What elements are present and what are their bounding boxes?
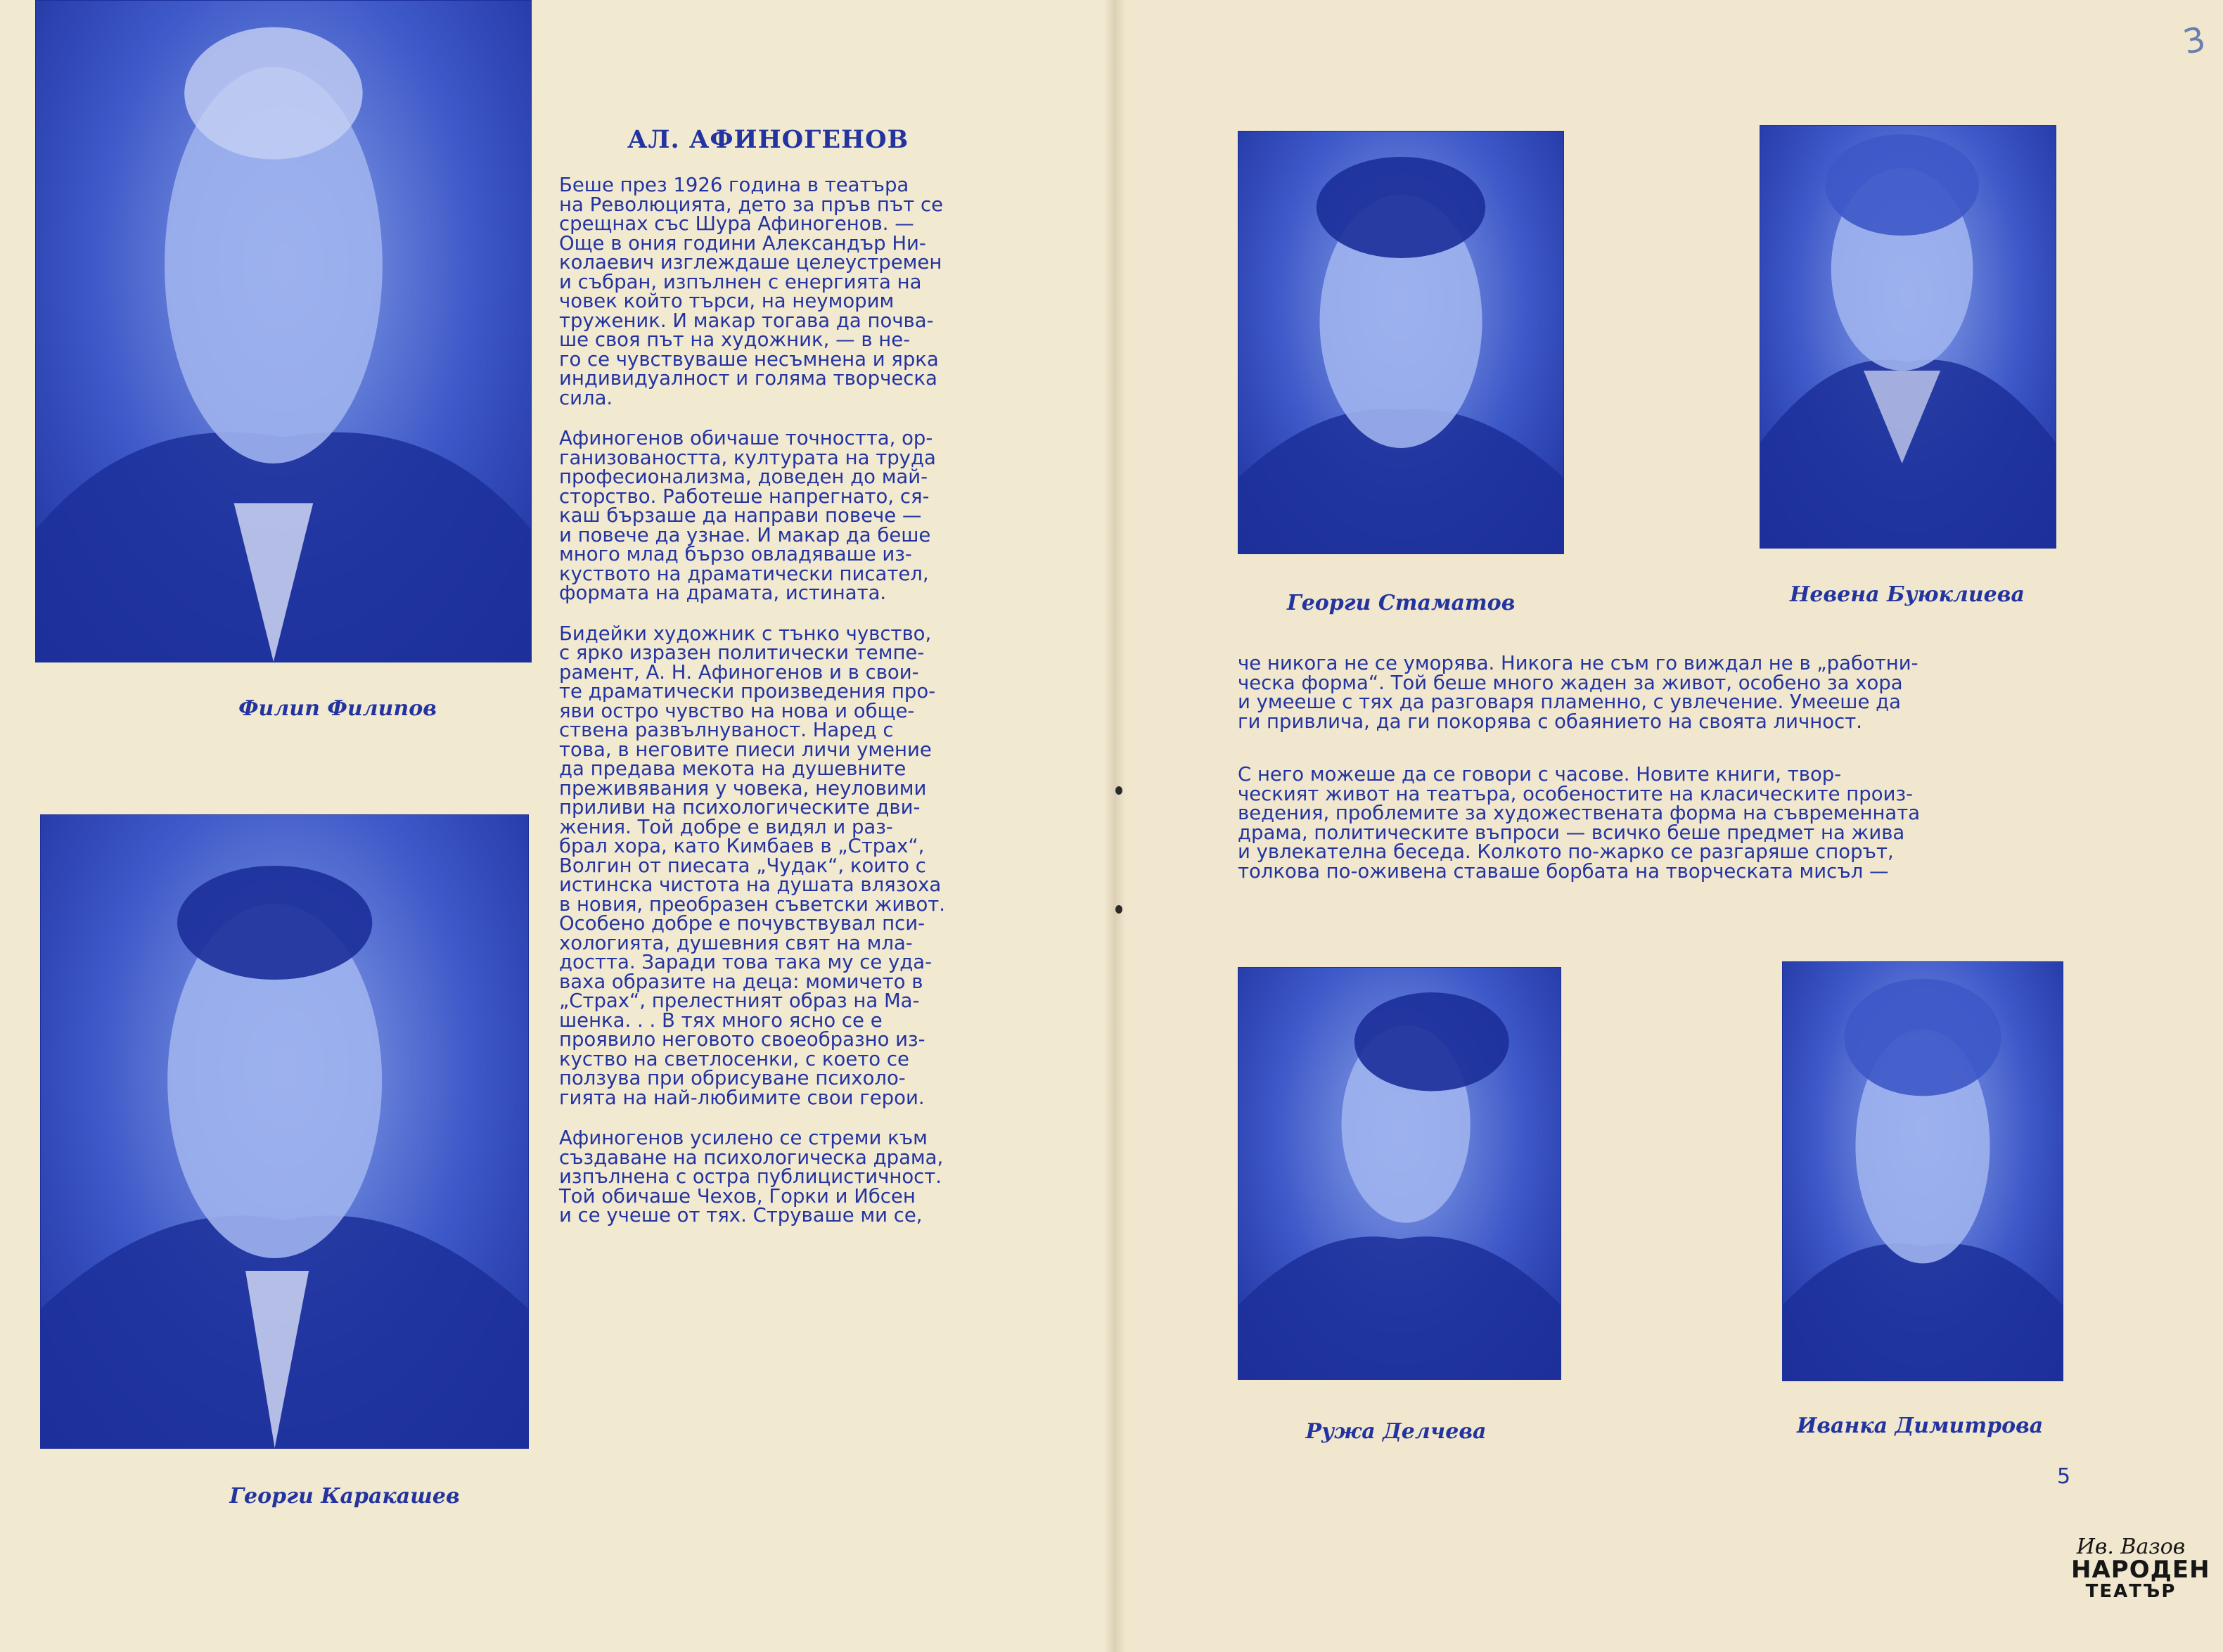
- stamp-signature: Ив. Вазов: [2076, 1535, 2186, 1559]
- staple-bottom: [1115, 905, 1122, 914]
- portrait-georgi-karakashev: [40, 814, 529, 1449]
- text-line: рамент, А. Н. Афиногенов и в свои-: [559, 660, 919, 684]
- text-line: Афиногенов обичаше точността, ор-: [559, 427, 933, 449]
- text-line: труженик. И макар тогава да почва-: [559, 309, 934, 332]
- caption-ivanka-dimitrova: Иванка Димитрова: [1797, 1414, 2044, 1438]
- text-line: Афиногенов усилено се стреми към: [559, 1127, 928, 1149]
- page-fold: [1104, 0, 1125, 1652]
- text-line: Още в ония години Александър Ни-: [559, 231, 926, 255]
- caption-georgi-karakashev: Георги Каракашев: [229, 1484, 460, 1509]
- text-line: изпълнена с остра публицистичност.: [559, 1165, 942, 1188]
- text-line: и се учеше от тях. Струваше ми се,: [559, 1204, 923, 1227]
- text-line: професионализма, доведен до май-: [559, 466, 928, 488]
- text-line: човек който търси, на неуморим: [559, 290, 895, 312]
- text-line: създаване на психологическа драма,: [559, 1146, 944, 1169]
- text-line: Беше през 1926 година в театъра: [559, 174, 909, 196]
- text-line: шенка. . . В тях много ясно се е: [559, 1009, 883, 1032]
- staple-top: [1115, 786, 1122, 795]
- text-line: преживявания у човека, неуловими: [559, 776, 927, 800]
- text-line: ческа форма“. Той беше много жаден за живот, особено за хора: [1238, 671, 1903, 694]
- text-line: ваха образите на деца: момичето в: [559, 970, 923, 993]
- text-line: Бидейки художник с тънко чувство,: [559, 622, 932, 645]
- text-line: „Страх“, прелестният образ на Ма-: [559, 990, 920, 1012]
- caption-georgi-stamatov: Георги Стаматов: [1287, 591, 1516, 615]
- text-line: приливи на психологическите дви-: [559, 796, 921, 819]
- portrait-filip-filipov: [35, 0, 532, 662]
- text-line: ведения, проблемите за художествената форма на съвременната: [1238, 802, 1921, 824]
- text-line: каш бързаше да направи повече —: [559, 504, 922, 527]
- text-line: много млад бързо овладяваше из-: [559, 543, 912, 565]
- text-line: това, в неговите пиеси личи умение: [559, 738, 932, 761]
- text-line: че никога не се уморява. Никога не съм го виждал не в „работни-: [1238, 652, 1918, 674]
- stamp-line-2: ТЕАТЪР: [2085, 1581, 2177, 1602]
- text-line: ползува при обрисуване психоло-: [559, 1067, 906, 1089]
- text-line: индивидуалност и голяма творческа: [559, 367, 937, 390]
- text-line: колаевич изглеждаше целеустремен: [559, 251, 942, 274]
- text-line: истинска чистота на душата влязоха: [559, 873, 942, 896]
- text-line: формата на драмата, истината.: [559, 582, 887, 604]
- article-paragraph: [559, 176, 1013, 408]
- text-line: достта. Заради това така му се уда-: [559, 951, 933, 973]
- text-line: го се чувствуваше несъмнена и ярка: [559, 347, 939, 371]
- text-line: и повече да узнае. И макар да беше: [559, 523, 931, 546]
- text-line: ше своя път на художник, — в не-: [559, 328, 911, 351]
- text-line: с ярко изразен политически темпе-: [559, 641, 925, 664]
- text-line: Той обичаше Чехов, Горки и Ибсен: [559, 1184, 916, 1208]
- article-paragraph: [559, 429, 1013, 603]
- portrait-nevena-buyuklieva: [1760, 125, 2056, 549]
- caption-ruzha-delcheva: Ружа Делчева: [1305, 1419, 1487, 1444]
- portrait-ruzha-delcheva: [1238, 967, 1561, 1380]
- article-paragraph: [1238, 654, 2061, 731]
- portrait-georgi-stamatov: [1238, 131, 1564, 554]
- article-column-2-para-2: [1238, 765, 2061, 881]
- text-line: сила.: [559, 386, 613, 409]
- text-line: и умееше с тях да разговаря пламенно, с увлечение. Умееше да: [1238, 691, 1901, 713]
- national-theatre-stamp: [2071, 1535, 2210, 1602]
- caption-nevena-buyuklieva: Невена Буюклиева: [1790, 582, 2025, 607]
- text-line: ги привлича, да ги покорява с обаянието на своята личност.: [1238, 710, 1862, 733]
- text-line: и събран, изпълнен с енергията на: [559, 270, 922, 293]
- text-line: сторство. Работеше напрегнато, ся-: [559, 485, 930, 508]
- text-line: Волгин от пиесата „Чудак“, които с: [559, 854, 926, 877]
- article-paragraph: [559, 1129, 1013, 1226]
- text-line: Особено добре е почувствувал пси-: [559, 912, 925, 935]
- text-line: ствена развълнуваност. Наред с: [559, 719, 894, 741]
- text-line: жения. Той добре е видял и раз-: [559, 815, 893, 838]
- pencil-mark: 3: [2179, 19, 2210, 63]
- text-line: проявило неговото своеобразно из-: [559, 1028, 925, 1051]
- text-line: на Революцията, дето за пръв път се: [559, 193, 944, 216]
- portrait-ivanka-dimitrova: [1782, 961, 2063, 1381]
- text-line: в новия, преобразен съветски живот.: [559, 892, 946, 916]
- text-line: и увлекателна беседа. Колкото по-жарко се разгаряше спорът,: [1238, 840, 1894, 863]
- caption-filip-filipov: Филип Филипов: [238, 696, 437, 721]
- text-line: хологията, душевния свят на мла-: [559, 931, 913, 954]
- text-line: ческият живот на театъра, особеностите на класическите произ-: [1238, 782, 1913, 805]
- article-column-2-para-1: [1238, 654, 2061, 731]
- text-line: брал хора, като Кимбаев в „Страх“,: [559, 835, 925, 857]
- stamp-line-1: НАРОДЕН: [2071, 1556, 2210, 1584]
- article-paragraph: [559, 622, 1013, 1109]
- text-line: толкова по-оживена ставаше борбата на творческата мисъл —: [1238, 859, 1889, 883]
- article-column-1: [559, 176, 1013, 1226]
- text-line: гията на най-любимите свои герои.: [559, 1086, 925, 1109]
- text-line: яви остро чувство на нова и обще-: [559, 699, 915, 722]
- text-line: те драматически произведения про-: [559, 680, 936, 703]
- article-paragraph: [1238, 765, 2061, 881]
- page-number: 5: [2057, 1464, 2071, 1489]
- text-line: срещнах със Шура Афиногенов. —: [559, 212, 914, 235]
- text-line: куството на драматически писател,: [559, 562, 929, 585]
- text-line: куство на светлосенки, с което се: [559, 1047, 909, 1070]
- text-line: драма, политическите въпроси — всичко беше предмет на жива: [1238, 821, 1905, 844]
- text-line: да предава мекота на душевните: [559, 757, 907, 780]
- text-line: ганизоваността, културата на труда: [559, 446, 936, 469]
- text-line: С него можеше да се говори с часове. Новите книги, твор-: [1238, 763, 1842, 786]
- article-title: АЛ. АФИНОГЕНОВ: [627, 125, 909, 154]
